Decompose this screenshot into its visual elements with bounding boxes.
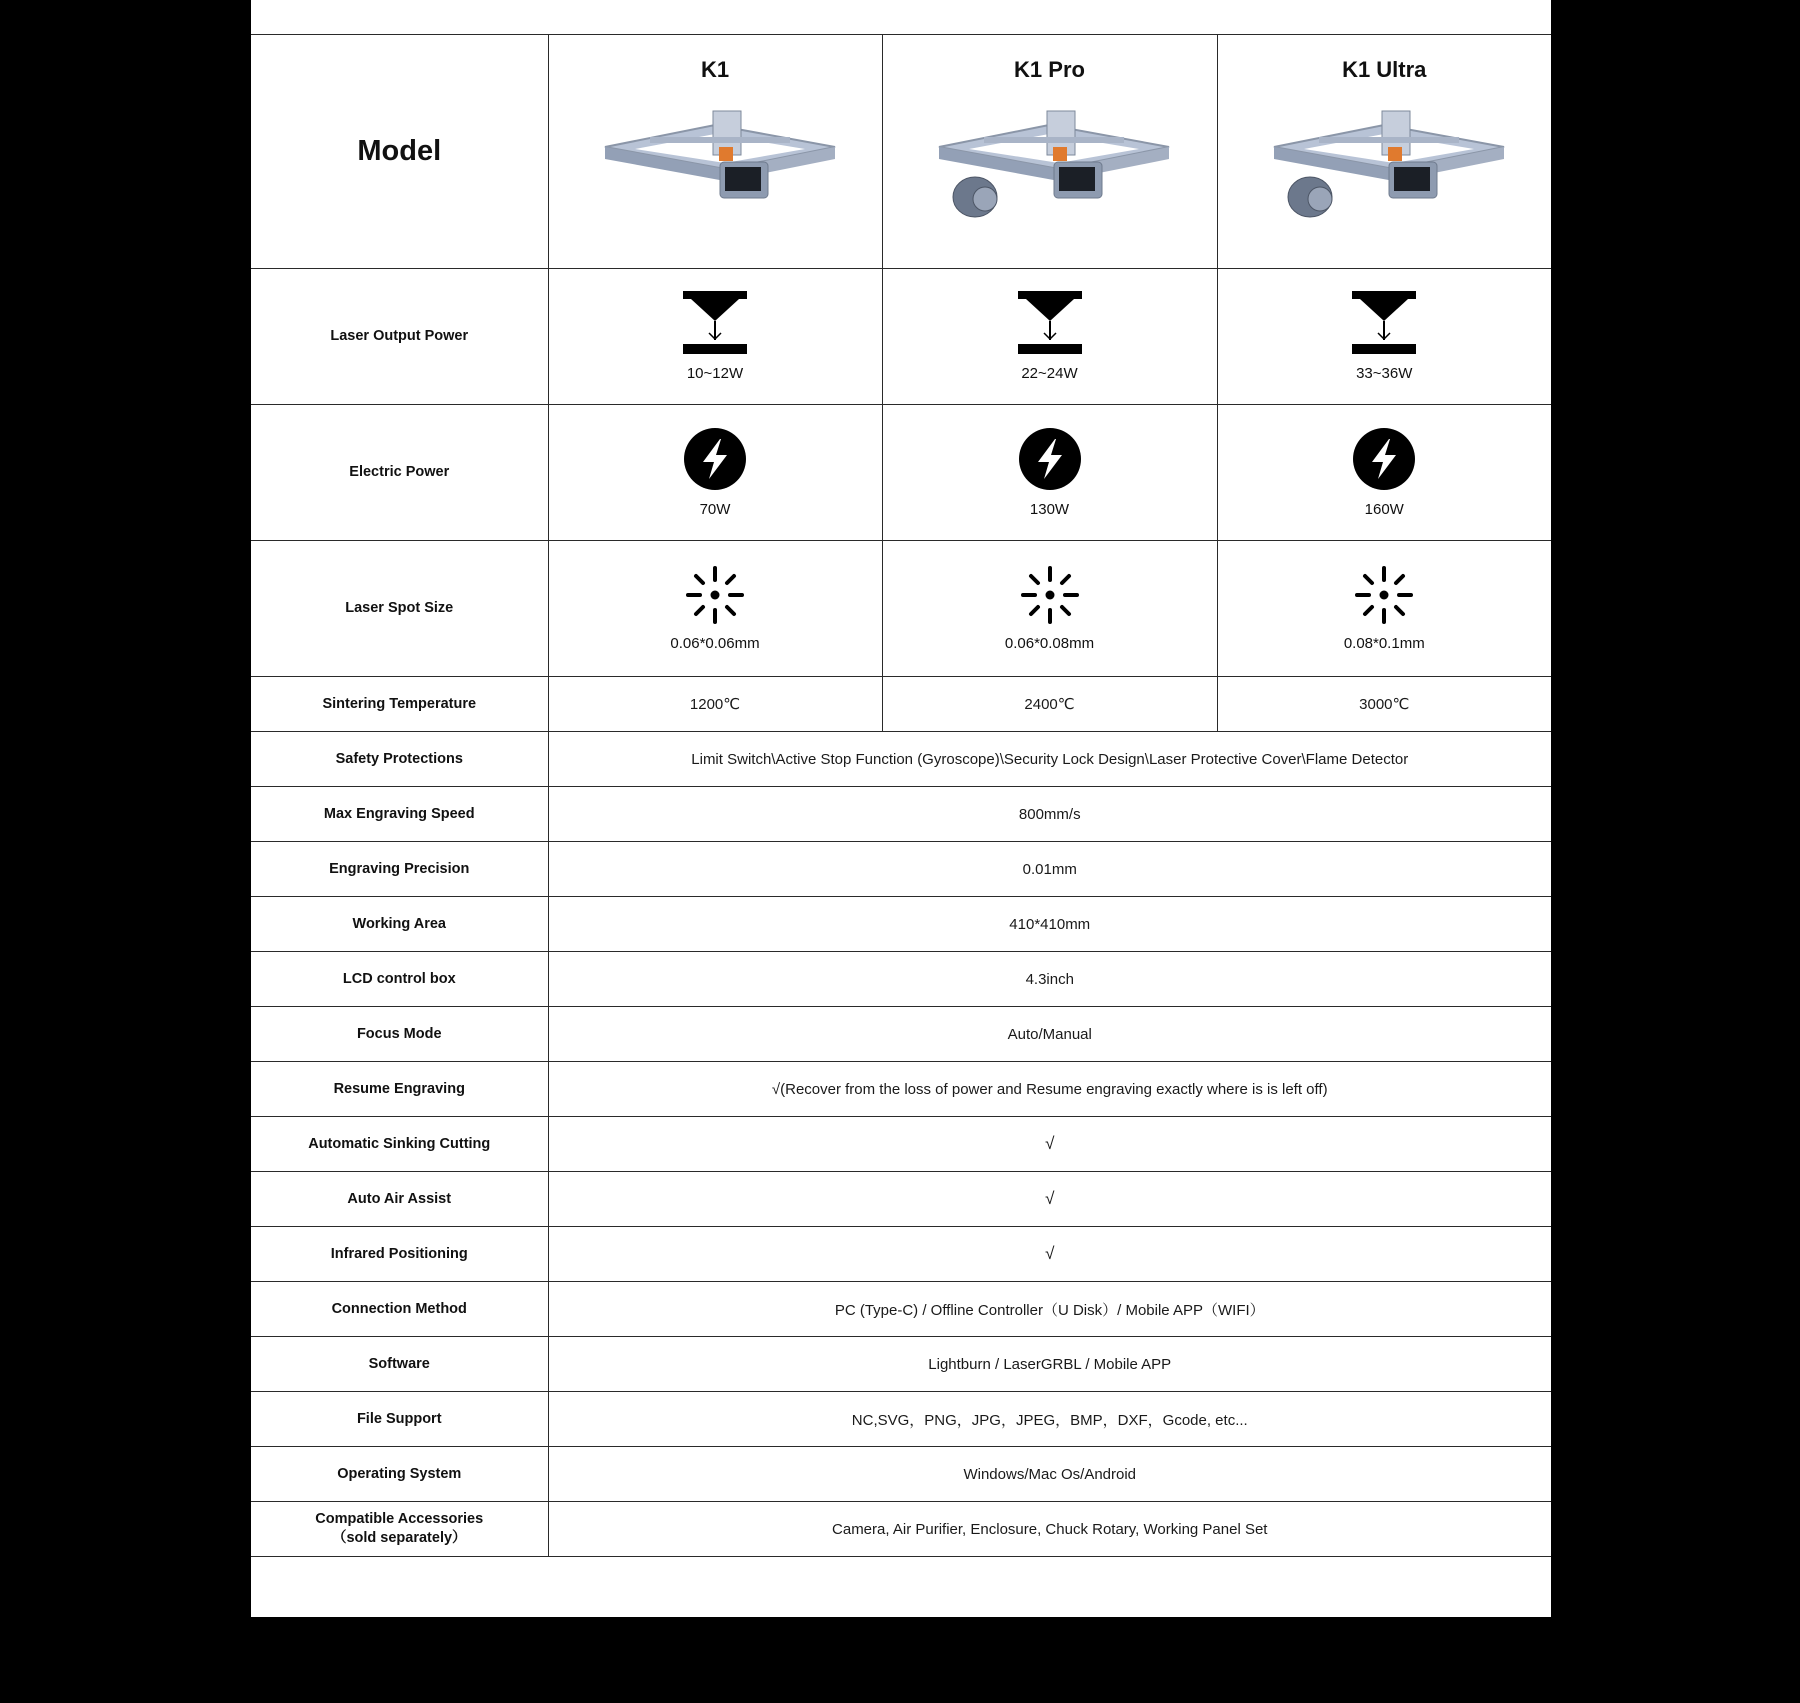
spec-cell: [548, 541, 882, 677]
row-label: Max Engraving Speed: [251, 787, 548, 842]
spec-cell: [1217, 405, 1551, 541]
spec-value: 4.3inch: [548, 952, 1551, 1007]
spec-value: 70W: [699, 501, 731, 518]
row-label: Automatic Sinking Cutting: [251, 1117, 548, 1172]
row-safety-protections: [251, 732, 1551, 787]
row-auto-air-assist: [251, 1172, 1551, 1227]
laser-beam-icon: [683, 291, 747, 355]
spec-value: Limit Switch\Active Stop Function (Gyroscope)\Security Lock Design\Laser Protective Cover\Flame Detector: [548, 732, 1551, 787]
row-label: Infrared Positioning: [251, 1227, 548, 1282]
row-connection-method: [251, 1282, 1551, 1337]
spec-cell: [1217, 541, 1551, 677]
spec-value: 2400℃: [882, 677, 1217, 732]
spec-value: 0.08*0.1mm: [1343, 635, 1425, 652]
laser-spot-icon: [1020, 565, 1080, 625]
lightning-bolt-icon: [1352, 427, 1416, 491]
row-label: Resume Engraving: [251, 1062, 548, 1117]
model-row: [251, 35, 1551, 269]
spec-cell: [548, 405, 882, 541]
check-mark: √: [548, 1227, 1551, 1282]
row-label: Laser Output Power: [251, 269, 548, 405]
row-label-note: （sold separately）: [331, 1530, 467, 1546]
row-label: Software: [251, 1337, 548, 1392]
row-automatic-sinking-cutting: [251, 1117, 1551, 1172]
row-label: Laser Spot Size: [251, 541, 548, 677]
row-infrared-positioning: [251, 1227, 1551, 1282]
laser-spot-icon: [685, 565, 745, 625]
row-label: File Support: [251, 1392, 548, 1447]
model-cell-k1-ultra: [1217, 35, 1551, 269]
row-label: Electric Power: [251, 405, 548, 541]
row-sintering-temperature: [251, 677, 1551, 732]
spec-cell: [882, 269, 1217, 405]
row-label: Connection Method: [251, 1282, 548, 1337]
row-software: [251, 1337, 1551, 1392]
spec-value: Auto/Manual: [548, 1007, 1551, 1062]
row-lcd-control-box: [251, 952, 1551, 1007]
k1-machine-image: [595, 107, 845, 237]
row-label-main: Compatible Accessories: [315, 1511, 484, 1527]
model-label-cell: [251, 35, 548, 269]
row-label: Focus Mode: [251, 1007, 548, 1062]
row-focus-mode: [251, 1007, 1551, 1062]
row-label: Engraving Precision: [251, 842, 548, 897]
k1-pro-machine-image: [929, 107, 1179, 237]
row-electric-power: [251, 405, 1551, 541]
model-name: K1: [700, 57, 730, 82]
row-label: Safety Protections: [251, 732, 548, 787]
row-label: Auto Air Assist: [251, 1172, 548, 1227]
lightning-bolt-icon: [1018, 427, 1082, 491]
model-cell-k1-pro: [882, 35, 1217, 269]
comparison-table: [251, 34, 1551, 1557]
spec-value: Windows/Mac Os/Android: [548, 1447, 1551, 1502]
model-name: K1 Ultra: [1342, 57, 1427, 82]
spec-value: 22~24W: [1021, 365, 1078, 382]
spec-value: PC (Type-C) / Offline Controller（U Disk）/ Mobile APP（WIFI）: [548, 1282, 1551, 1337]
spec-cell: [1217, 269, 1551, 405]
row-label: Sintering Temperature: [251, 677, 548, 732]
row-compatible-accessories: [251, 1502, 1551, 1557]
spec-value: 410*410mm: [548, 897, 1551, 952]
row-file-support: [251, 1392, 1551, 1447]
row-resume-engraving: [251, 1062, 1551, 1117]
model-name: K1 Pro: [1014, 57, 1085, 82]
spec-cell: [882, 405, 1217, 541]
spec-cell: [882, 541, 1217, 677]
spec-cell: [548, 269, 882, 405]
spec-value: 130W: [1029, 501, 1070, 518]
laser-beam-icon: [1018, 291, 1082, 355]
spec-value: 0.06*0.06mm: [670, 635, 760, 652]
model-label: Model: [357, 135, 442, 167]
spec-sheet: [251, 0, 1551, 1617]
row-max-engraving-speed: [251, 787, 1551, 842]
laser-spot-icon: [1354, 565, 1414, 625]
spec-value: NC,SVG，PNG，JPG，JPEG，BMP，DXF，Gcode, etc...: [548, 1392, 1551, 1447]
row-label: Operating System: [251, 1447, 548, 1502]
spec-value: Lightburn / LaserGRBL / Mobile APP: [548, 1337, 1551, 1392]
check-mark: √: [548, 1117, 1551, 1172]
spec-value: 0.06*0.08mm: [1004, 635, 1095, 652]
spec-value: 800mm/s: [548, 787, 1551, 842]
row-label: [251, 1502, 548, 1557]
row-laser-spot-size: [251, 541, 1551, 677]
lightning-bolt-icon: [683, 427, 747, 491]
spec-value: √(Recover from the loss of power and Resume engraving exactly where is is left off): [548, 1062, 1551, 1117]
row-laser-output-power: [251, 269, 1551, 405]
model-cell-k1: [548, 35, 882, 269]
spec-value: 3000℃: [1217, 677, 1551, 732]
spec-value: 10~12W: [686, 365, 744, 382]
spec-value: 0.01mm: [548, 842, 1551, 897]
spec-value: 160W: [1364, 501, 1404, 518]
spec-value: Camera, Air Purifier, Enclosure, Chuck Rotary, Working Panel Set: [548, 1502, 1551, 1557]
row-label: LCD control box: [251, 952, 548, 1007]
row-label: Working Area: [251, 897, 548, 952]
k1-ultra-machine-image: [1264, 107, 1514, 237]
row-working-area: [251, 897, 1551, 952]
spec-value: 33~36W: [1356, 365, 1413, 382]
check-mark: √: [548, 1172, 1551, 1227]
laser-beam-icon: [1352, 291, 1416, 355]
spec-value: 1200℃: [548, 677, 882, 732]
row-operating-system: [251, 1447, 1551, 1502]
row-engraving-precision: [251, 842, 1551, 897]
